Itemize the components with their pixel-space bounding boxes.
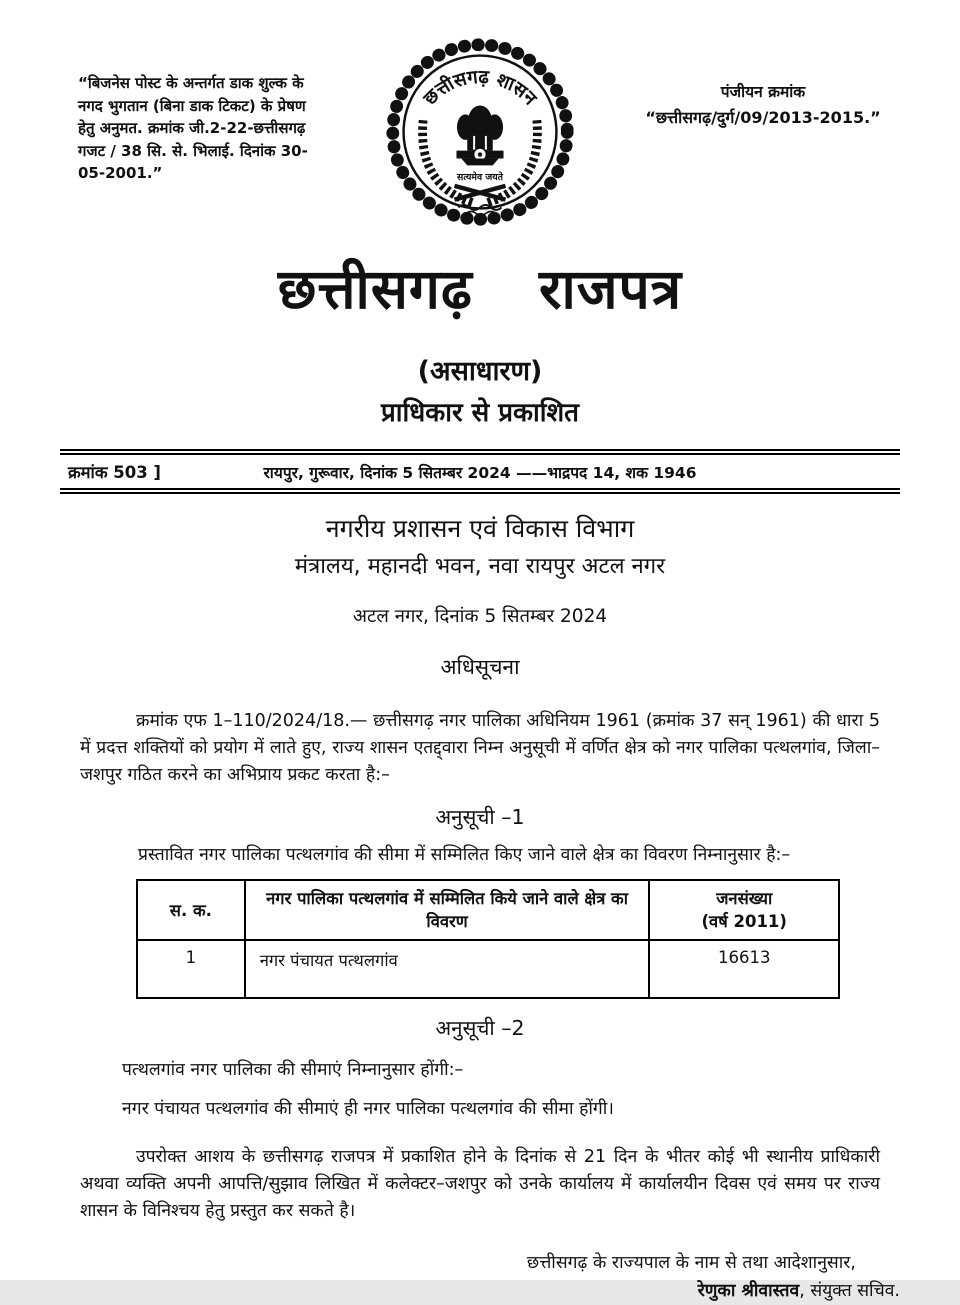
notification-dateline: अटल नगर, दिनांक 5 सितम्बर 2024 [352,606,608,627]
state-emblem [382,28,578,240]
page-header [0,0,960,238]
registration-number: “छत्तीसगढ़/दुर्ग/09/2013-2015.” [645,108,881,127]
department-name: नगरीय प्रशासन एवं विकास विभाग [325,514,635,543]
by-order-line: छत्तीसगढ़ के राज्यपाल के नाम से तथा आदेशानुसार, [526,1252,856,1273]
bottom-double-rule [60,488,900,494]
department-address: मंत्रालय, महानदी भवन, नवा रायपुर अटल नगर [294,554,666,579]
issue-row [60,455,900,488]
ashoka-lion-capital-icon [456,106,503,166]
signatory-line [0,1277,900,1305]
signatory-designation: , संयुक्त सचिव. [799,1280,900,1301]
table-header-row [137,880,839,940]
cell-population: 16613 [649,940,839,998]
gazette-subtitle: (असाधारण) [417,356,543,387]
issue-number: क्रमांक 503 ] [68,463,161,482]
schedule1-heading: अनुसूची –1 [435,805,525,830]
cell-serial: 1 [137,940,245,998]
schedule2-line2: नगर पंचायत पत्थलगांव की सीमाएं ही नगर पालिका पत्थलगांव की सीमा होंगी। [122,1099,614,1120]
schedule1-table [136,879,840,999]
schedule2-heading: अनुसूची –2 [435,1016,525,1041]
col-serial-header: स. क. [137,880,245,940]
chhattisgarh-emblem-icon [382,28,578,236]
gazette-title: छत्तीसगढ़ राजपत्र [277,257,683,321]
cell-description: नगर पंचायत पत्थलगांव [245,940,650,998]
issue-bar [60,449,900,494]
signature-block [0,1249,900,1305]
population-header-line2: (वर्ष 2011) [701,912,787,932]
schedule2-line1: पत्थलगांव नगर पालिका की सीमाएं निम्नानुसार होंगी:– [122,1060,464,1081]
col-population-header [649,880,839,940]
emblem-motto: सत्यमेव जयते [457,172,503,184]
notification-heading: अधिसूचना [440,655,520,679]
emblem-top-text: छत्तीसगढ़ शासन [419,66,541,110]
svg-text:छत्तीसगढ़ शासन [419,67,541,110]
schedule1-intro: प्रस्तावित नगर पालिका पत्थलगांव की सीमा में सम्मिलित किए जाने वाले क्षेत्र का विवरण निम्नानुसार है:– [138,845,791,866]
notification-paragraph: क्रमांक एफ 1–110/2024/18.— छत्तीसगढ़ नगर पालिका अधिनियम 1961 (क्रमांक 37 सन् 1961) की धारा 5 में प्रदत्त शक्तियों को प्रयोग में लाते हुए, राज्य शासन एतद्द्वारा निम्न अनुसूची में वर्णित क्षेत्र को नगर पालिका पत्थलगांव, जिला–जशपुर गठित करने का अभिप्राय प्रकट करता है:– [80,711,880,785]
registration-label: पंजीयन क्रमांक [720,83,806,101]
postal-permit-note: “बिजनेस पोस्ट के अन्तर्गत डाक शुल्क के नगद भुगतान (बिना डाक टिकट) के प्रेषण हेतु अनुमत. क्रमांक जी.2-22-छत्तीसगढ़ गजट / 38 सि. से. भिलाई. दिनांक 30-05-2001.” [78,74,308,182]
published-by-authority: प्राधिकार से प्रकाशित [381,398,579,428]
objection-paragraph: उपरोक्त आशय के छत्तीसगढ़ राजपत्र में प्रकाशित होने के दिनांक से 21 दिन के भीतर कोई भी स्थानीय प्राधिकारी अथवा व्यक्ति अपनी आपत्ति/सुझाव लिखित में कलेक्टर–जशपुर को उनके कार्यालय में कार्यालयीन दिवस एवं समय पर राज्य शासन के विनिश्चय हेतु प्रस्तुत कर सकते है। [80,1147,880,1222]
col-description-header: नगर पालिका पत्थलगांव में सम्मिलित किये जाने वाले क्षेत्र का विवरण [245,880,650,940]
registration-block [618,80,908,128]
population-header-line1: जनसंख्या [716,889,773,909]
signatory-name: रेणुका श्रीवास्तव [697,1280,800,1301]
issue-dateline: रायपुर, गुरूवार, दिनांक 5 सितम्बर 2024 ——भाद्रपद 14, शक 1946 [263,463,697,482]
table-row [137,940,839,998]
